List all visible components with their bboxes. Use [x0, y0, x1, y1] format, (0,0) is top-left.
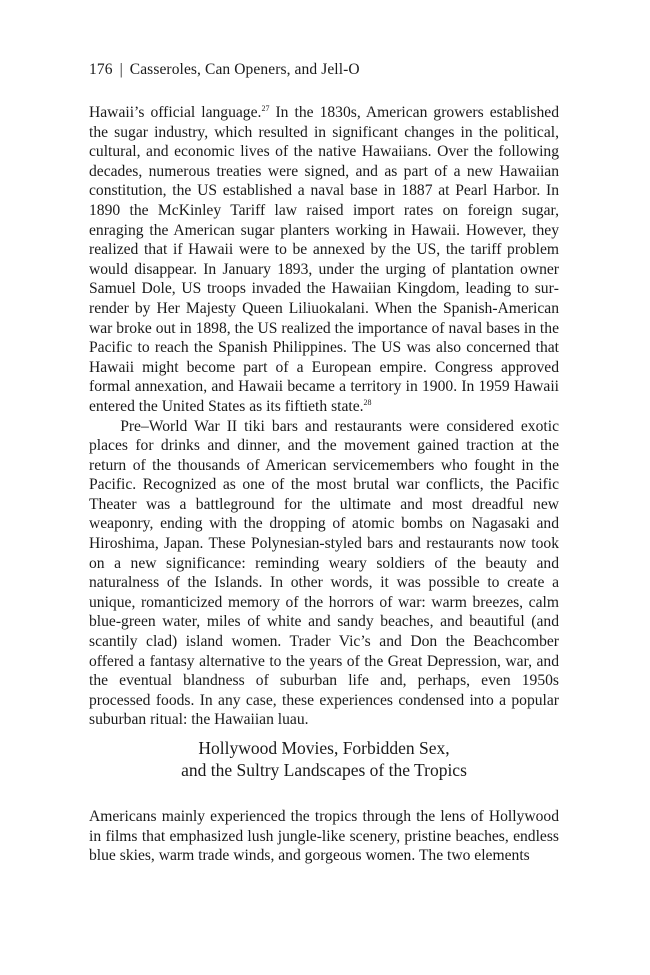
book-title: Casseroles, Can Openers, and Jell-O — [129, 61, 360, 78]
paragraph-text: Hawaii’s official language. — [89, 104, 262, 121]
header-separator: | — [119, 61, 123, 78]
page-number: 176 — [89, 61, 113, 78]
running-head — [89, 61, 360, 79]
section-heading-line-2: and the Sultry Landscapes of the Tropics — [181, 760, 467, 780]
footnote-ref-27: 27 — [261, 104, 270, 113]
section-heading — [89, 737, 559, 781]
body-text-bottom — [89, 807, 559, 866]
paragraph-tiki-bars: Pre–World War II tiki bars and restaurants were considered exotic places for drinks and dinner, and the movement gained traction at the return of the thousands of American servicemembers who fought in the Pacific. Recognized as one of the most brutal war conflicts, the Pacific Theater was a battleground for the ultimate and most dreadful new weaponry, ending with the dropping of atomic bombs on Nagasaki and Hiroshima, Japan. These Polynesian-styled bars and restaurants now took on a new significance: reminding weary soldiers of the beauty and naturalness of the Islands. In other words, it was possible to create a unique, romanticized memory of the horrors of war: warm breezes, calm blue-green water, miles of white and sandy beaches, and beautiful (and scantily clad) island women. Trader Vic’s and Don the Beachcomber offered a fantasy alternative to the years of the Great Depression, war, and the eventual blandness of suburban life and, perhaps, even 1950s processed foods. In any case, these experiences condensed into a popular suburban ritual: the Hawaiian luau. — [89, 417, 559, 729]
footnote-ref-28: 28 — [363, 397, 372, 407]
paragraph-hawaii-history — [89, 103, 559, 417]
body-text-top — [89, 103, 559, 730]
section-heading-line-1: Hollywood Movies, Forbidden Sex, — [198, 738, 450, 758]
paragraph-hollywood: Americans mainly experienced the tropics through the lens of Hollywood in films that emphasized lush jungle-like scenery, pristine beaches, endless blue skies, warm trade winds, and gorgeous women. The two elements — [89, 808, 559, 865]
paragraph-text: In the 1830s, American growers established the sugar industry, which resulted in significant changes in the political, cultural, and economic lives of the native Hawaiians. Over the following decades, numerous treaties were signed, and as part of a new Hawaiian constitution, the US established a naval base in 1887 at Pearl Harbor. In 1890 the McKinley Tariff law raised import rates on foreign sugar, enraging the American sugar planters working in Hawaii. However, they realized that if Hawaii were to be annexed by the US, the tariff problem would disappear. In January 1893, under the urging of plantation owner Samuel Dole, US troops invaded the Hawaiian Kingdom, leading to surrender by Her Majesty Queen Liliuokalani. When the Spanish-American war broke out in 1898, the US realized the importance of naval bases in the Pacific to reach the Spanish Philippines. The US was also concerned that Hawaii might become part of a European empire. Congress approved formal annexation, and Hawaii became a territory in 1900. In 1959 Hawaii entered the United States as its fiftieth state. — [89, 104, 559, 415]
